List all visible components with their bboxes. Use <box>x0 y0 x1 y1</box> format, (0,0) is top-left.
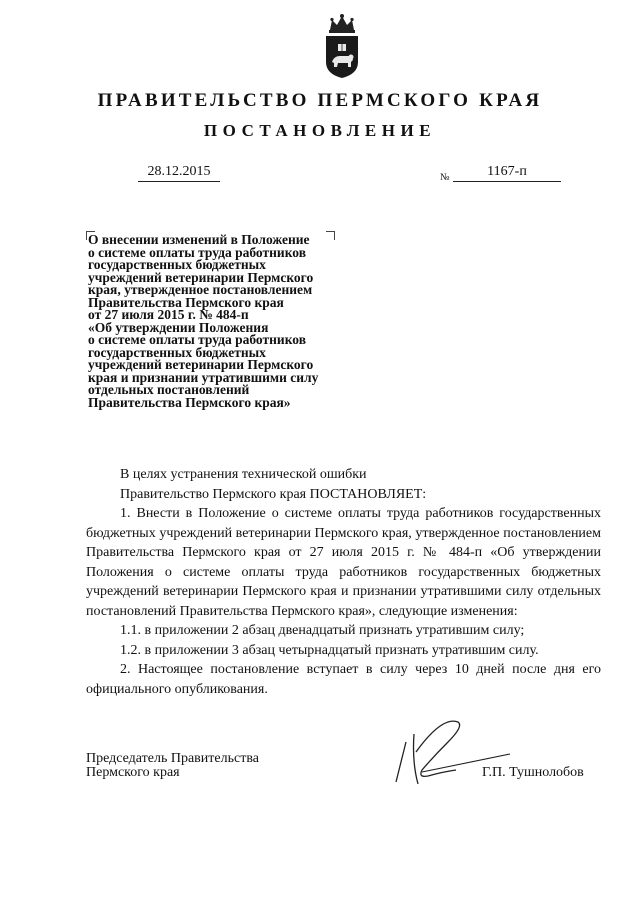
document-type: ПОСТАНОВЛЕНИЕ <box>203 121 437 140</box>
signer-title-line: Пермского края <box>86 765 180 780</box>
document-number: 1167-п <box>453 164 561 182</box>
document-subject <box>88 234 358 409</box>
paragraph-1-1: 1.1. в приложении 2 абзац двенадцатый признать утратившим силу; <box>120 623 525 638</box>
document-date: 28.12.2015 <box>138 164 220 182</box>
document-body <box>86 465 601 699</box>
subject-line: края и признании утратившими силу <box>88 369 319 385</box>
coat-of-arms-emblem <box>320 12 364 80</box>
subject-line: Правительства Пермского края» <box>88 394 291 410</box>
paragraph-2: 2. Настоящее постановление вступает в силу через 10 дней после дня его официального опубликования. <box>86 662 601 697</box>
signer-name: Г.П. Тушнолобов <box>482 765 584 780</box>
number-sign: № <box>440 172 450 183</box>
subject-line: о системе оплаты труда работников <box>88 332 306 347</box>
subject-line: государственных бюджетных <box>88 344 266 360</box>
signer-title-line: Председатель Правительства <box>86 751 259 766</box>
subject-line: О внесении изменений в Положение <box>88 232 310 247</box>
subject-line: от 27 июля 2015 г. № 484-п <box>88 307 249 322</box>
intro-paragraph: В целях устранения технической ошибки <box>120 467 367 482</box>
paragraph-1-2: 1.2. в приложении 3 абзац четырнадцатый признать утратившим силу. <box>120 642 539 658</box>
paragraph-1: 1. Внести в Положение о системе оплаты труда работников государственных бюджетных учреждений ветеринарии Пермского края, утвержденное постановлением Правительства Пермского края от 27 июля 2015 г. № 484-п «Об утверждении Положения о системе оплаты труда работников государственных бюджетных учреждений ветеринарии Пермского края и признании утратившими силу отдельных постановлений Правительства Пермского края», следующие изменения: <box>86 506 601 619</box>
subject-line: края, утвержденное постановлением <box>88 282 313 297</box>
subject-line: учреждений ветеринарии Пермского <box>88 269 314 285</box>
decree-paragraph: Правительство Пермского края ПОСТАНОВЛЯЕТ: <box>120 486 427 502</box>
signer-title <box>86 752 259 780</box>
subject-line: государственных бюджетных <box>88 257 266 272</box>
government-title: ПРАВИТЕЛЬСТВО ПЕРМСКОГО КРАЯ <box>97 90 543 111</box>
subject-line: учреждений ветеринарии Пермского <box>88 357 314 372</box>
subject-line: «Об утверждении Положения <box>88 319 269 335</box>
subject-line: отдельных постановлений <box>88 382 250 397</box>
subject-line: Правительства Пермского края <box>88 294 284 310</box>
subject-line: о системе оплаты труда работников <box>88 244 306 260</box>
